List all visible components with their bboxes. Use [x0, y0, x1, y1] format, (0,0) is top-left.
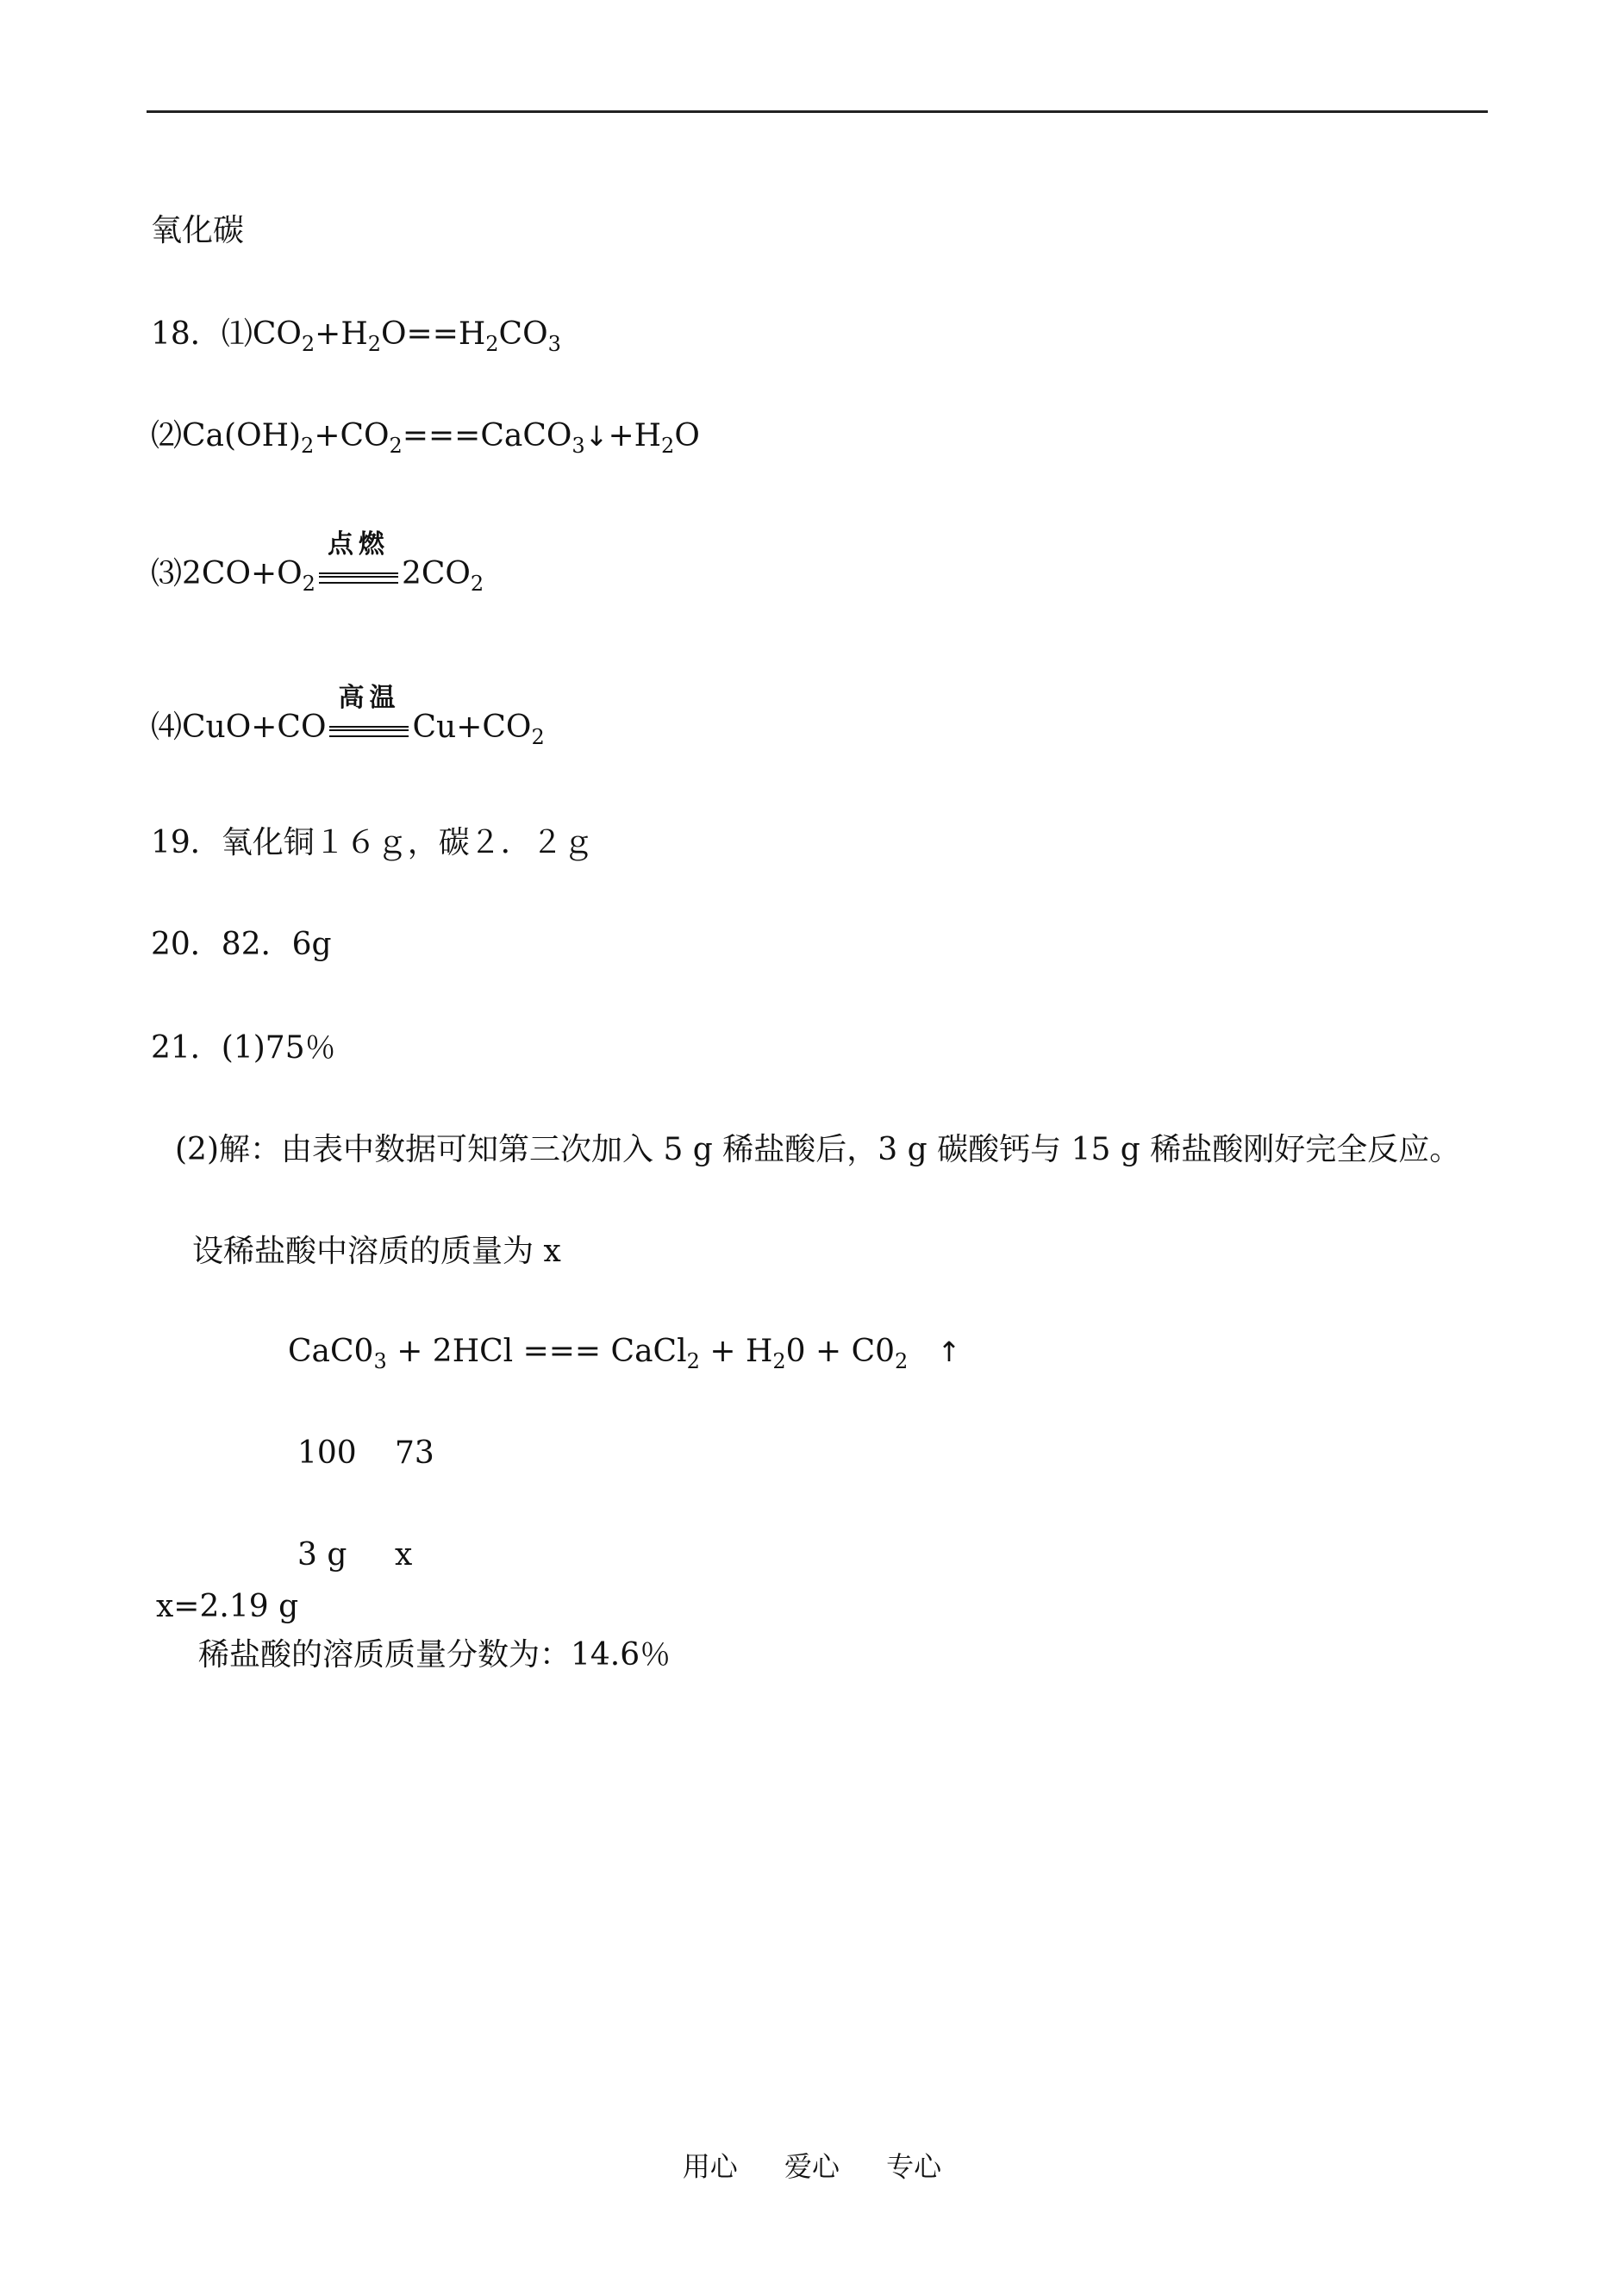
footer-word-3: 专心	[886, 2150, 942, 2183]
header-rule	[147, 110, 1488, 113]
q18-line4: ⑷CuO+CO 高温 $Cu+CO_2$	[151, 683, 545, 749]
ratio-given-x: x	[395, 1537, 413, 1573]
ratio-mass-100: 100	[297, 1435, 357, 1471]
condition-high-temp: 高温	[329, 709, 409, 747]
conclusion: 稀盐酸的溶质质量分数为：14.6％	[198, 1637, 671, 1673]
q19-answer: 19．氧化铜１６ｇ，碳２．２ｇ	[151, 825, 594, 860]
x-value: x=2.19 g	[156, 1589, 299, 1624]
ratio-given-3g: 3 g	[297, 1537, 347, 1573]
precipitate-arrow: ↓	[584, 420, 609, 453]
q21-assume: 设稀盐酸中溶质的质量为 x	[192, 1234, 561, 1269]
condition-ignite: 点燃	[319, 555, 398, 593]
q18-line1: 18．$⑴CO_2+H_2O==H_2CO_3$	[151, 316, 561, 356]
footer-word-1: 用心	[682, 2150, 738, 2183]
footer-word-2: 爱心	[784, 2150, 840, 2183]
q18-line3: $⑶2CO+O_2$ 点燃 $2CO_2$	[151, 529, 484, 596]
q21-part2: (2)解：由表中数据可知第三次加入 5 g 稀盐酸后，3 g 碳酸钙与 15 g 稀盐酸刚好完全反应。	[175, 1132, 1461, 1167]
prev-continuation: 氧化碳	[151, 213, 245, 248]
q20-answer: 20．82．6g	[151, 927, 332, 962]
ratio-mass-73: 73	[395, 1435, 434, 1471]
q18-label: 18．	[151, 316, 222, 352]
q18-line2: $⑵Ca(OH)_2+CO_2===CaCO_3↓+H_2O$	[151, 418, 700, 458]
reaction-equation: $CaC0_3 + 2HCl$ === CaCl$_2$ + $H_20 + C0_2$ ↑	[288, 1334, 961, 1373]
gas-arrow: ↑	[937, 1335, 961, 1368]
page-footer	[0, 2145, 1624, 2185]
q21-part1: 21．(1)75％	[151, 1030, 336, 1066]
